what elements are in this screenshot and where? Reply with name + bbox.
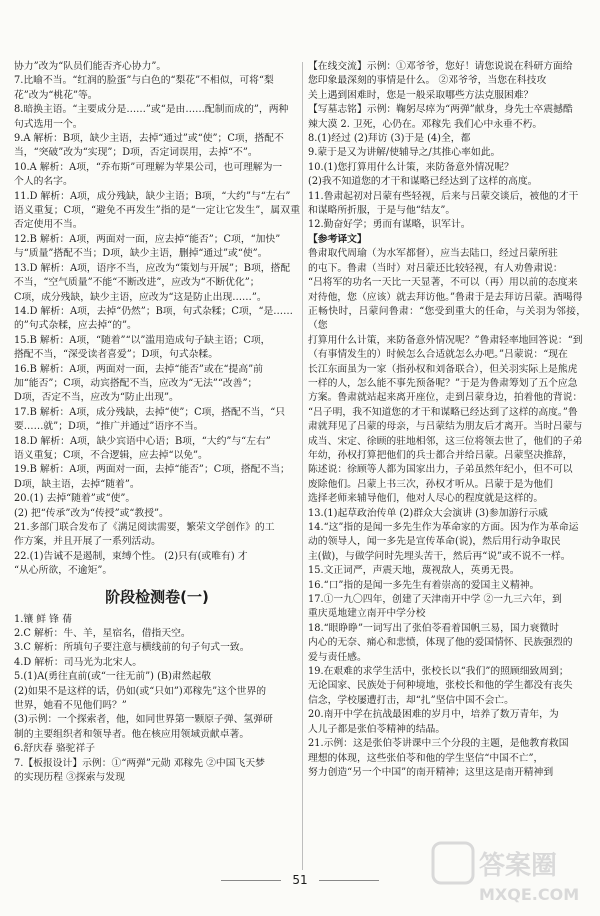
text-line: 14.“这”指的是闻一多先生作为革命家的方面。因为作为革命运 <box>308 522 579 533</box>
text-line: 4.D 解析：司马光为北宋人。 <box>14 656 143 668</box>
text-line: 搭配不当，“深受读者喜爱”；D项，句式杂糅。 <box>14 349 219 361</box>
text-line: 21.多部门联合发布了《满足阅读需要，繁荣文学创作》的工 <box>14 522 275 533</box>
text-line: 内心的无奈、痛心和悲愤，体现了他的爱国情怀、民族强烈的 <box>308 637 573 649</box>
text-line: 11.D 解析：A项，成分残缺，缺少主语；B项，“大约”与“左右” <box>14 190 291 202</box>
text-line: 爱与责任感。 <box>308 651 367 663</box>
text-line: 9.A 解析：B项，缺少主语，去掉“通过”或“使”；C项，搭配不 <box>14 133 284 145</box>
text-line: 不当，“空气质量”不能“不断改进”，应改为“不断优化”； <box>14 277 260 289</box>
text-line: 鲁肃取代周瑜（为水军都督），应当去陆口，经过吕蒙所驻 <box>308 248 558 260</box>
text-line: 的”句式杂糅，应去掉“的”。 <box>14 320 137 332</box>
text-line: 【在线交流】示例：①邓爷爷，您好！请您说说在科研方面给 <box>308 61 573 72</box>
left-column <box>14 60 300 786</box>
text-line: 15.文正词严，声震天地，蔑视敌人，英勇无畏。 <box>308 565 520 577</box>
text-line: 和谋略所折服，于是与他“结友”。 <box>308 205 456 217</box>
text-line: 13.(1)起草政治传单 (2)群众大会演讲 (3)参加游行示威 <box>308 507 548 519</box>
text-line: 12.B 解析：A项，两面对一面，应去掉“能否”；C项，“加快” <box>14 233 281 245</box>
text-line: 世界，她看不见他们吗？” <box>14 700 127 712</box>
right-answers <box>308 60 586 233</box>
text-line: 12.勤奋好学；勇而有谋略，识军计。 <box>308 219 471 231</box>
text-line: 重庆觅地建立南开中学分校 <box>308 608 426 620</box>
text-line: D项，否定不当，应改为“防止出现”。 <box>14 392 179 404</box>
text-line: 15.B 解析：A项，“随着”“以”滥用造成句子缺主语；C项， <box>14 334 271 346</box>
text-line: 18.D 解析：A项，缺少宾语中心语；B项，“大约”与“左右” <box>14 435 271 447</box>
text-line: 22.(1)告诫不是遏制，束缚个性。 (2)只有(或唯有) 才 <box>14 550 248 562</box>
text-line: 要……就”；D项，“推广并通过”语序不当。 <box>14 421 204 433</box>
text-line: 11.鲁肃起初对吕蒙有些轻视，后来与吕蒙交谈后，被他的才干 <box>308 190 579 202</box>
text-line: 3.C 解析：所填句子要注意与横线前的句子句式一致。 <box>14 642 250 654</box>
right-column <box>308 60 586 780</box>
text-line: 加“能否”；C项，动宾搭配不当，应改为“无法”“改善”； <box>14 377 258 389</box>
text-line: 当，“突破”改为“实现”；D项，否定词误用，去掉“不”。 <box>14 147 258 159</box>
text-line: 的屯下。鲁肃（当时）对吕蒙还比较轻视，有人劝鲁肃说： <box>308 262 563 274</box>
text-line: (2)如果不是这样的话，仍如(或“只如”)邓稼先”这个世界的 <box>14 685 267 697</box>
watermark-url: MXQE.COM <box>479 885 580 904</box>
text-line: （有事情发生的）时候怎么合适就怎么办吧。”吕蒙说：“现在 <box>308 349 568 361</box>
text-line: 方案。鲁肃就站起来离开座位，走到吕蒙身边，拍着他的背说： <box>308 392 583 404</box>
text-line: 成当、宋定、徐顾的驻地相邻，这三位将领去世了，他们的子弟 <box>308 435 583 447</box>
text-line: 5.(1)A(勇往直前(或“一往无前”) (B)肃然起敬 <box>14 671 212 683</box>
text-line: 7.比喻不当。“红润的脸蛋”与白色的“梨花”不相似，可将“梨 <box>14 75 274 87</box>
text-line: “吕将军的功名一天比一天显著，不可以（再）用以前的态度来 <box>308 277 578 289</box>
text-line: 打算用什么计策，来防备意外情况呢？”鲁肃轻率地回答说：“到 <box>308 334 583 346</box>
text-line: 关上遇到困难时，您是一般采取哪些方法克服困难？ <box>308 89 534 101</box>
text-line: 8.(1)经过 (2)拜访 (3)于是 (4)全，都 <box>308 133 471 145</box>
text-line: 选择老师来辅导他们，他对人尽心的程度就是这样的。 <box>308 493 544 505</box>
text-line: 18.“眼睁睁”一词写出了张伯苓看着国帆三易，国力衰微时 <box>308 622 559 634</box>
text-line: 主(做)，与做学问时先埋头苦干，然后再“说”或不说不一样。 <box>308 550 571 562</box>
text-line: 16.B 解析：A项，两面对一面，去掉“能否”或在“提高”前 <box>14 363 263 375</box>
text-line: 制的主要组织者和领导者。他在核应用领域贡献卓著。 <box>14 728 250 740</box>
text-line: 21.示例：这是张伯苓讲课中三个分段的主题，是他教育救国 <box>308 738 569 750</box>
text-line: 废除他们。吕蒙上书三次，孙权才听从。吕蒙于是为他们 <box>308 478 553 490</box>
text-line: 作方案，并且开展了一系列活动。 <box>14 536 161 548</box>
text-line: 对待他，您（应该）就去拜访他。”鲁肃于是去拜访吕蒙。酒喝得 <box>308 291 583 303</box>
text-line: C项，成分残缺，缺少主语，应改为“这是防止出现……”。 <box>14 291 267 303</box>
text-line: 16.“口”指的是闻一多先生有着崇高的爱国主义精神。 <box>308 579 540 591</box>
reference-translation <box>308 247 586 506</box>
text-line: 17.B 解析：A项，成分残缺，去掉“使”；C项，搭配不当，“只 <box>14 406 286 418</box>
text-line: 人儿子都是张伯苓精神的结晶。 <box>308 723 446 735</box>
section-title: 阶段检测卷(一) <box>105 587 209 606</box>
footer-rule-left <box>221 880 281 881</box>
text-line: 17.①一九〇四年，创建了天津南开中学 ②一九三六年，到 <box>308 594 562 606</box>
text-line: 语义重复；C项，不合逻辑，应去掉“以免”。 <box>14 449 208 461</box>
text-line: 动的领导人，闻一多先是宣传革命(说)，然后用行动争取民 <box>308 536 561 548</box>
page-number: 51 <box>292 873 308 887</box>
text-line: 辣大漠 2. 卫死，心仍在。邓稼先 我们心中永垂不朽。 <box>308 118 543 130</box>
text-line: 长江东面虽为一家（指孙权和刘备联合），但关羽实际上是熊虎 <box>308 363 578 375</box>
footer-rule-right <box>319 880 379 881</box>
text-line: 您印象最深刻的事情是什么。 ②邓爷爷，当您在科技攻 <box>308 75 547 87</box>
text-line: 10.A 解析：A项，“乔布斯”可理解为苹果公司，也可理解为一 <box>14 161 283 173</box>
text-line: D项，缺主语，去掉“随着”。 <box>14 478 140 490</box>
text-line: 9.蒙于是又为讲解/使辅导之/其推心率如此。 <box>308 147 501 159</box>
text-line: (3)示例：一个探索者，他，如同世界第一颗原子弹、氢弹研 <box>14 714 273 726</box>
text-line: 2.C 解析：牛、羊，星宿名，借指天空。 <box>14 628 191 640</box>
text-line: 一样的人，怎么能不事先预备呢？”于是为鲁肃筹划了五个应急 <box>308 377 578 389</box>
text-line: 6.舒庆春 骆驼祥子 <box>14 743 96 755</box>
text-line: 协力”改为“队员们能否齐心协力”。 <box>14 61 167 72</box>
text-line: 无论国家、民族处于何种境地，张校长和他的学生都没有丧失 <box>308 680 573 692</box>
text-line: 理想的体现，这些张伯苓和他的学生坚信“中国不亡”， <box>308 752 544 764</box>
text-line: 努力创造“另一个中国”的南开精神；这里这是南开精神到 <box>308 766 554 778</box>
text-line: 10.(1)您打算用什么计策，来防备意外情况呢？ <box>308 161 514 173</box>
text-line: 19.B 解析：A项，两面对一面，去掉“能否”；C项，搭配不当； <box>14 464 290 476</box>
stage-test-answers <box>14 613 300 786</box>
left-answers <box>14 60 300 579</box>
text-line: 信念，学校屡遭打击，却“扎”坚信中国不会亡。 <box>308 694 514 706</box>
text-line: 正畅快时，吕蒙问鲁肃：“您受到重大的任命，与关羽为邻接，（您 <box>308 305 586 332</box>
text-line: (2)我不知道您的才干和谋略已经达到了这样的高度。 <box>308 176 538 188</box>
text-line: 1.镶 鲜 锋 蒨 <box>14 613 72 625</box>
watermark-badge-icon <box>433 843 473 883</box>
text-line: 19.在艰难的求学生活中，张校长以“我们”的照顾细致周到； <box>308 666 569 678</box>
text-line: 陈述说：徐顾等人都为国家出力，子弟虽然年纪小，但不可以 <box>308 464 573 476</box>
text-line: “从心所欲，不逾矩”。 <box>14 565 113 577</box>
text-line: “吕子明，我不知道您的才干和谋略已经达到了这样的高度。”鲁 <box>308 406 578 418</box>
text-line: 14.D 解析：A项，去掉“仍然”；B项，句式杂糅；C项，“是…… <box>14 305 293 317</box>
text-line: 语义重复；C项，“避免不再发生”指的是“一定让它发生”，属双重否定使用不当。 <box>14 205 300 231</box>
text-line: 20.(1) 去掉“随着”或“使”。 <box>14 493 136 505</box>
text-line: 肃就拜见了吕蒙的母亲，与吕蒙结为朋友后才离开。当时吕蒙与 <box>308 421 583 433</box>
column-divider <box>302 62 303 870</box>
watermark-text: 答案圈 <box>479 851 558 881</box>
text-line: 20.南开中学在抗战最困难的岁月中，培养了数万青年，为 <box>308 709 559 721</box>
right-more-answers <box>308 507 586 781</box>
text-line: 与“质量”搭配不当；D项，缺少主语，删掉“通过”或“使”。 <box>14 248 268 260</box>
watermark-logo <box>430 840 590 906</box>
text-line: 年幼，孙权打算把他们的兵士都合并给吕蒙。吕蒙坚决推辞， <box>308 449 573 461</box>
text-line: 个人的名字。 <box>14 176 73 188</box>
text-line: 花”改为“桃花”等。 <box>14 89 98 101</box>
text-line: 7.【板报设计】示例：①“两弹”元勋 邓稼先 ②中国飞天梦 <box>14 757 265 769</box>
reference-translation-title: 【参考译文】 <box>308 233 367 245</box>
text-line: 13.D 解析：A项，语序不当，应改为“策划与开展”；B项，搭配 <box>14 262 291 274</box>
text-line: 【写墓志铭】示例：鞠躬尽瘁为“两弹”献身，身先士卒震撼酷 <box>308 104 573 116</box>
text-line: 的实现历程 ③探索与发现 <box>14 772 125 784</box>
text-line: (2) 把“传承”改为“传授”或“教授”。 <box>14 507 169 519</box>
text-line: 句式选用一个。 <box>14 118 83 130</box>
text-line: 8.暗换主语。“主要成分是……”或“是由……配制而成的”，两种 <box>14 104 289 116</box>
